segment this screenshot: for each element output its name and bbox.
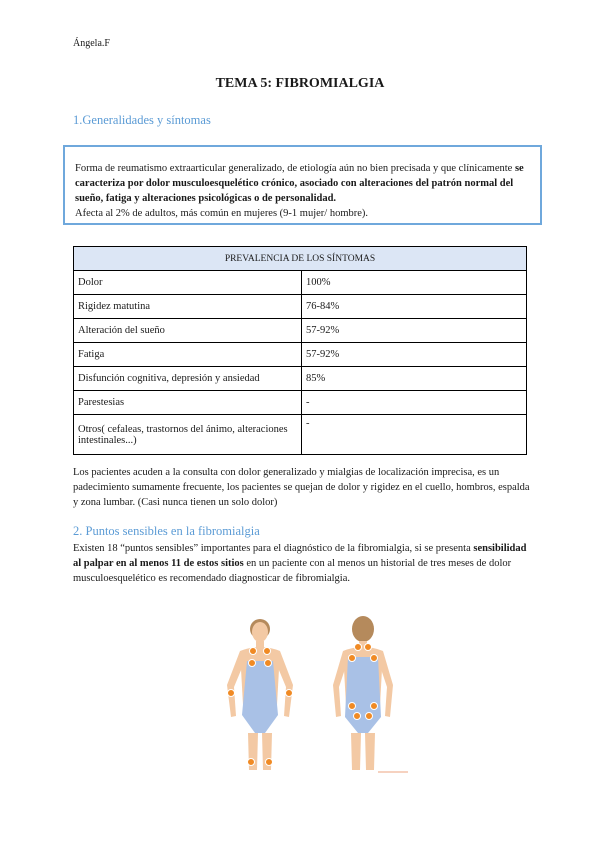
definition-box — [63, 145, 542, 225]
table-row — [74, 415, 527, 455]
tender-text-part1: Existen 18 “puntos sensibles” importantes para el diagnóstico de la fibromialgia, si se presenta — [73, 543, 474, 554]
symptom-cell: Alteración del sueño — [74, 319, 302, 343]
value-cell: - — [302, 391, 527, 415]
definition-text-part1: Forma de reumatismo extraarticular generalizado, de etiología aún no bien precisada y que clínicamente — [75, 163, 515, 174]
patients-paragraph: Los pacientes acuden a la consulta con dolor generalizado y mialgias de localización imprecisa, es un padecimiento sumamente frecuente, los pacientes se quejan de dolor y rigidez en el cuello, hombros, espalda y zona lumbar. (Casi nunca tienen un solo dolor) — [73, 467, 530, 508]
front-body-figure — [227, 619, 293, 770]
symptom-cell: Disfunción cognitiva, depresión y ansiedad — [74, 367, 302, 391]
tender-text-part3: en un paciente con al menos un historial de tres meses de dolor musculoesquelético es recomendado diagnosticar de fibromialgia. — [73, 558, 512, 584]
value-cell: 57-92% — [302, 343, 527, 367]
prevalence-note: Afecta al 2% de adultos, más común en mujeres (9-1 mujer/ hombre). — [75, 208, 369, 219]
table-row — [74, 367, 527, 391]
tender-points-figure — [215, 605, 415, 775]
back-body-figure — [333, 616, 393, 770]
prevalence-table — [73, 246, 527, 455]
value-cell: 57-92% — [302, 319, 527, 343]
symptom-cell: Otros( cefaleas, trastornos del ánimo, alteraciones intestinales...) — [74, 415, 302, 455]
symptom-cell: Fatiga — [74, 343, 302, 367]
definition-text-bold: se caracteriza por dolor musculoesquelético crónico, asociado con alteraciones del patrón normal del sueño, fatiga y alteraciones psicológicas o de personalidad. — [75, 163, 524, 204]
table-row — [74, 343, 527, 367]
document-title: TEMA 5: FIBROMIALGIA — [215, 76, 385, 91]
symptom-cell: Parestesias — [74, 391, 302, 415]
author-name: Ángela.F — [73, 38, 110, 49]
tender-points-paragraph — [73, 541, 533, 586]
value-cell: - — [302, 415, 527, 455]
table-header-row — [74, 247, 527, 271]
symptom-cell: Dolor — [74, 271, 302, 295]
value-cell: 76-84% — [302, 295, 527, 319]
figure-source-bar — [378, 771, 408, 773]
symptom-cell: Rigidez matutina — [74, 295, 302, 319]
section-heading-puntos-sensibles: 2. Puntos sensibles en la fibromialgia — [73, 524, 260, 538]
table-row — [74, 319, 527, 343]
value-cell: 85% — [302, 367, 527, 391]
table-row — [74, 295, 527, 319]
section-heading-generalidades: 1.Generalidades y síntomas — [73, 113, 211, 127]
table-header: PREVALENCIA DE LOS SÍNTOMAS — [74, 247, 527, 271]
definition-text — [75, 161, 530, 206]
value-cell: 100% — [302, 271, 527, 295]
tender-text-bold: sensibilidad al palpar en al menos 11 de estos sitios — [73, 543, 527, 569]
tender-points-illustration — [215, 605, 415, 775]
table-row — [74, 391, 527, 415]
table-row — [74, 271, 527, 295]
